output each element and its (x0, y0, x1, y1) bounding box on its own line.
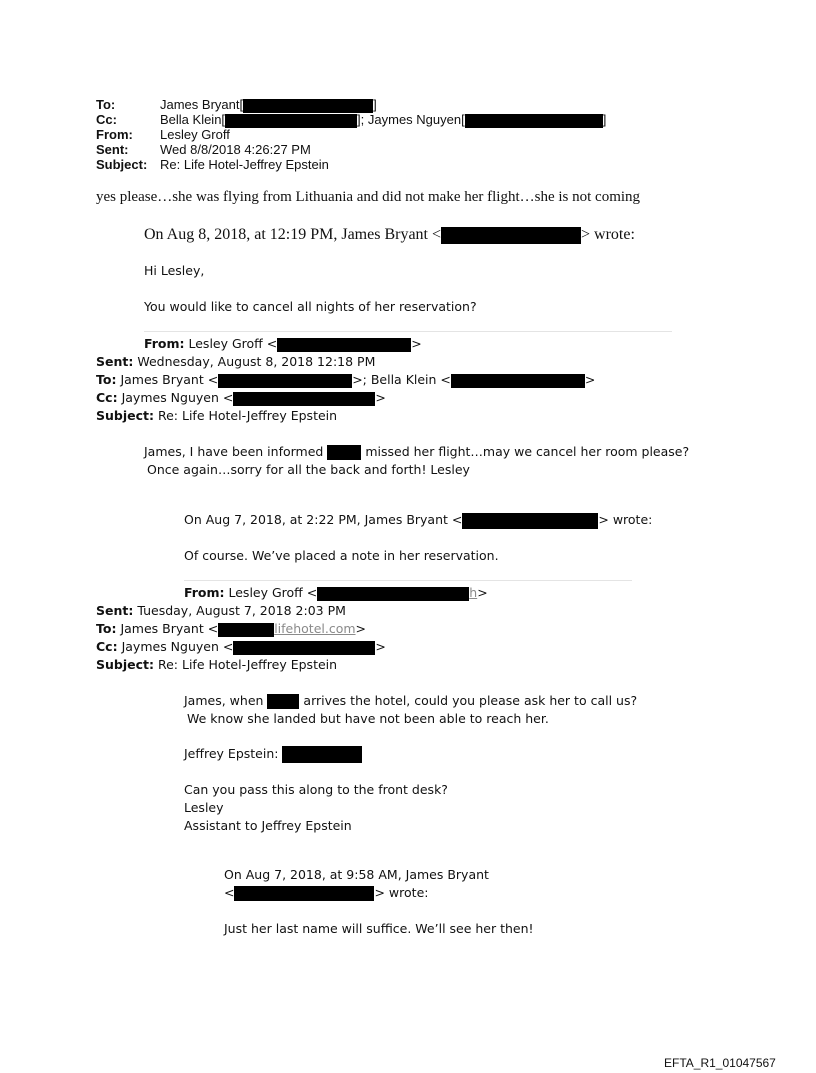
redaction-block (233, 392, 375, 406)
quote2-wrote: > wrote: (598, 512, 653, 527)
quote3-wrote: > wrote: (374, 885, 429, 900)
cc-value: Jaymes Nguyen < (121, 639, 234, 654)
sent-value: Wednesday, August 8, 2018 12:18 PM (137, 354, 376, 369)
to-close: > (355, 621, 367, 636)
cc-label: Cc: (96, 112, 117, 127)
sent-label: Sent: (96, 603, 134, 618)
from-value: Lesley Groff < (188, 336, 278, 351)
redaction-block (243, 99, 373, 113)
from-label: From: (96, 127, 133, 142)
block1-from-row (144, 336, 422, 352)
block1-message-line2: Once again…sorry for all the back and forth! Lesley (147, 462, 470, 477)
to-label: To: (96, 97, 116, 112)
to-value: James Bryant < (120, 372, 219, 387)
to-bracket: ] (373, 97, 377, 112)
from-value: Lesley Groff (160, 127, 230, 142)
redaction-block (233, 641, 375, 655)
block2-message-line2: We know she landed but have not been able to reach her. (187, 711, 549, 726)
redaction-block (282, 746, 362, 763)
redaction-block (317, 587, 469, 601)
to-name: James Bryant[ (160, 97, 244, 112)
sent-value: Wed 8/8/2018 4:26:27 PM (160, 142, 311, 157)
subject-value: Re: Life Hotel-Jeffrey Epstein (157, 657, 338, 672)
subject-label: Subject: (96, 408, 154, 423)
signature-name: Lesley (184, 800, 224, 815)
quote3-lt: < (224, 885, 235, 900)
sent-label: Sent: (96, 142, 129, 157)
body-text: yes please…she was flying from Lithuania and did not make her flight…she is not coming (96, 189, 641, 205)
quote2-on-line: On Aug 7, 2018, at 2:22 PM, James Bryant < (184, 512, 463, 527)
quote3-message: Just her last name will suffice. We’ll see her then! (224, 921, 534, 936)
block1-to-row (96, 372, 595, 388)
block2-cc-row (96, 639, 386, 655)
subject-value: Re: Life Hotel-Jeffrey Epstein (157, 408, 338, 423)
message-text: arrives the hotel, could you please ask her to call us? (303, 693, 638, 708)
quote1-attribution (144, 226, 635, 244)
cc-label: Cc: (96, 390, 118, 405)
block1-message-line1 (144, 444, 689, 460)
document-id: EFTA_R1_01047567 (664, 1056, 776, 1070)
block2-sent-row (96, 603, 346, 618)
sent-value: Tuesday, August 7, 2018 2:03 PM (137, 603, 346, 618)
to-label: To: (96, 621, 117, 636)
redaction-block (218, 623, 274, 637)
email-link[interactable]: lifehotel.com (274, 621, 356, 636)
from-value: Lesley Groff < (228, 585, 318, 600)
header-from-row (96, 127, 230, 142)
to-value: James Bryant < (120, 621, 219, 636)
block2-to-row (96, 621, 366, 637)
block2-message-line1 (184, 693, 637, 709)
to-close: > (584, 372, 596, 387)
header-cc-row (96, 112, 606, 128)
redaction-block (462, 513, 598, 529)
cc-bracket: ] (602, 112, 607, 127)
block2-je-line (184, 746, 362, 763)
message-text: James, when (184, 693, 264, 708)
quote3-wrote-row (224, 885, 428, 901)
from-close: > (477, 585, 488, 600)
from-close: > (411, 336, 422, 351)
cc-close: > (375, 639, 386, 654)
redaction-block (225, 114, 357, 128)
redaction-block (218, 374, 352, 388)
message-text: missed her flight…may we cancel her room please? (365, 444, 690, 459)
quote1-greeting: Hi Lesley, (144, 263, 205, 278)
block1-sent-row (96, 354, 375, 369)
subject-value: Re: Life Hotel-Jeffrey Epstein (160, 157, 329, 172)
header-to-row (96, 97, 377, 113)
redaction-block (277, 338, 411, 352)
sent-label: Sent: (96, 354, 134, 369)
quote2-message: Of course. We’ve placed a note in her reservation. (184, 548, 499, 563)
redaction-block (234, 886, 374, 901)
subject-label: Subject: (96, 157, 148, 172)
subject-label: Subject: (96, 657, 154, 672)
block2-from-row (184, 585, 488, 601)
quote3-attribution: On Aug 7, 2018, at 9:58 AM, James Bryant (224, 867, 489, 882)
cc-close: > (375, 390, 386, 405)
divider (144, 331, 672, 332)
quote1-on-line: On Aug 8, 2018, at 12:19 PM, James Bryant < (144, 226, 442, 243)
je-label: Jeffrey Epstein: (184, 746, 279, 761)
quote1-message: You would like to cancel all nights of her reservation? (144, 299, 477, 314)
divider (184, 580, 632, 581)
redaction-block (327, 445, 361, 460)
cc-label: Cc: (96, 639, 118, 654)
from-label: From: (144, 336, 185, 351)
quote1-wrote: > wrote: (581, 226, 635, 243)
redaction-block (267, 694, 299, 709)
header-sent-row (96, 142, 311, 157)
block2-pass-line: Can you pass this along to the front desk? (184, 782, 448, 797)
quote2-attribution (184, 512, 652, 529)
signature-title: Assistant to Jeffrey Epstein (184, 818, 352, 833)
to-label: To: (96, 372, 117, 387)
cc-name-jaymes: ]; Jaymes Nguyen[ (357, 112, 465, 127)
cc-name-bella: Bella Klein[ (160, 112, 226, 127)
block1-subject-row (96, 408, 337, 423)
header-subject-row (96, 157, 329, 172)
cc-value: Jaymes Nguyen < (121, 390, 234, 405)
message-text: James, I have been informed (144, 444, 324, 459)
redaction-block (465, 114, 603, 128)
block1-cc-row (96, 390, 386, 406)
from-label: From: (184, 585, 225, 600)
to-mid: >; Bella Klein < (352, 372, 451, 387)
redaction-block (441, 227, 581, 244)
block2-subject-row (96, 657, 337, 672)
from-tail: h (469, 585, 478, 600)
redaction-block (451, 374, 585, 388)
